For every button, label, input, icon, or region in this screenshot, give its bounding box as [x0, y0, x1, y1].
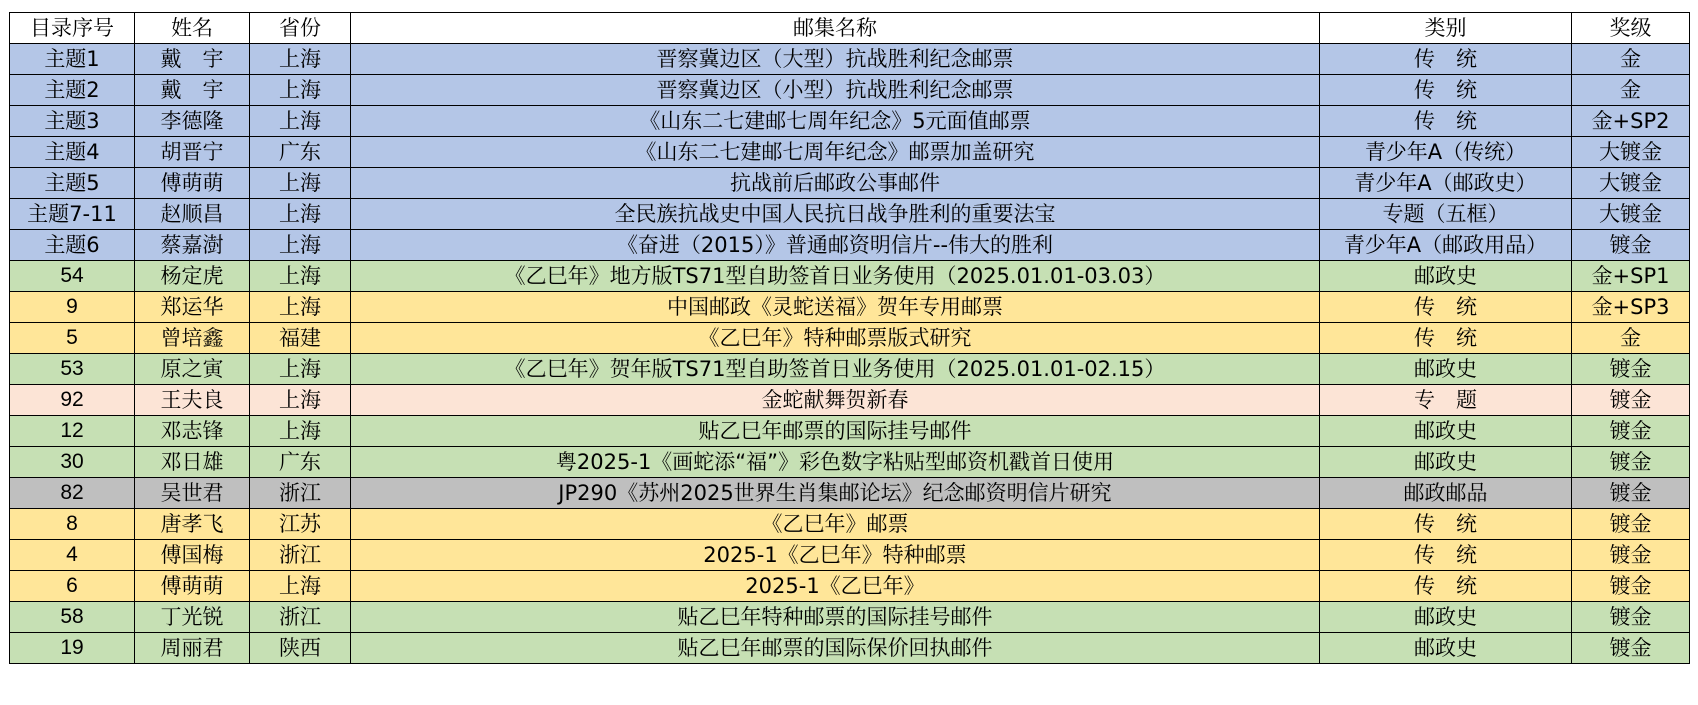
- catalog-no-cell: 54: [10, 261, 135, 292]
- category-cell: 青少年A（邮政用品）: [1320, 230, 1572, 261]
- table-row: [10, 416, 1690, 447]
- exhibit-title-cell: 《乙巳年》地方版TS71型自助签首日业务使用（2025.01.01-03.03）: [351, 261, 1320, 292]
- province-cell: 上海: [250, 292, 351, 323]
- header-catalog-no: 目录序号: [10, 13, 135, 44]
- award-cell: 金+SP3: [1572, 292, 1690, 323]
- province-cell: 福建: [250, 323, 351, 354]
- table-row: [10, 385, 1690, 416]
- table-row: [10, 633, 1690, 664]
- category-cell: 邮政史: [1320, 354, 1572, 385]
- name-cell: 戴 宇: [135, 44, 250, 75]
- exhibit-title-cell: 粤2025-1《画蛇添“福”》彩色数字粘贴型邮资机戳首日使用: [351, 447, 1320, 478]
- catalog-no-cell: 92: [10, 385, 135, 416]
- catalog-no-cell: 9: [10, 292, 135, 323]
- province-cell: 广东: [250, 137, 351, 168]
- catalog-no-cell: 4: [10, 540, 135, 571]
- table-row: [10, 75, 1690, 106]
- category-cell: 青少年A（传统）: [1320, 137, 1572, 168]
- category-cell: 邮政史: [1320, 602, 1572, 633]
- award-cell: 金+SP2: [1572, 106, 1690, 137]
- header-exhibit-title: 邮集名称: [351, 13, 1320, 44]
- province-cell: 上海: [250, 354, 351, 385]
- exhibit-title-cell: 《乙巳年》特种邮票版式研究: [351, 323, 1320, 354]
- table-row: [10, 137, 1690, 168]
- name-cell: 周丽君: [135, 633, 250, 664]
- exhibit-title-cell: 金蛇献舞贺新春: [351, 385, 1320, 416]
- province-cell: 上海: [250, 261, 351, 292]
- award-cell: 大镀金: [1572, 168, 1690, 199]
- exhibit-title-cell: 《乙巳年》贺年版TS71型自助签首日业务使用（2025.01.01-02.15）: [351, 354, 1320, 385]
- name-cell: 杨定虎: [135, 261, 250, 292]
- award-cell: 镀金: [1572, 385, 1690, 416]
- province-cell: 上海: [250, 168, 351, 199]
- category-cell: 邮政邮品: [1320, 478, 1572, 509]
- province-cell: 浙江: [250, 602, 351, 633]
- name-cell: 王夫良: [135, 385, 250, 416]
- table-body: [10, 44, 1690, 664]
- catalog-no-cell: 主题3: [10, 106, 135, 137]
- catalog-no-cell: 12: [10, 416, 135, 447]
- category-cell: 邮政史: [1320, 416, 1572, 447]
- province-cell: 上海: [250, 385, 351, 416]
- table-row: [10, 354, 1690, 385]
- header-category: 类别: [1320, 13, 1572, 44]
- category-cell: 传 统: [1320, 75, 1572, 106]
- exhibit-title-cell: 2025-1《乙巳年》: [351, 571, 1320, 602]
- table-row: [10, 509, 1690, 540]
- category-cell: 邮政史: [1320, 447, 1572, 478]
- catalog-no-cell: 6: [10, 571, 135, 602]
- category-cell: 邮政史: [1320, 633, 1572, 664]
- category-cell: 传 统: [1320, 323, 1572, 354]
- name-cell: 唐孝飞: [135, 509, 250, 540]
- header-name: 姓名: [135, 13, 250, 44]
- name-cell: 曾培鑫: [135, 323, 250, 354]
- name-cell: 郑运华: [135, 292, 250, 323]
- exhibit-title-cell: 2025-1《乙巳年》特种邮票: [351, 540, 1320, 571]
- table-row: [10, 602, 1690, 633]
- header-province: 省份: [250, 13, 351, 44]
- award-cell: 镀金: [1572, 447, 1690, 478]
- award-cell: 镀金: [1572, 571, 1690, 602]
- catalog-no-cell: 8: [10, 509, 135, 540]
- category-cell: 邮政史: [1320, 261, 1572, 292]
- catalog-no-cell: 主题6: [10, 230, 135, 261]
- exhibit-title-cell: 《山东二七建邮七周年纪念》邮票加盖研究: [351, 137, 1320, 168]
- catalog-no-cell: 主题2: [10, 75, 135, 106]
- catalog-no-cell: 58: [10, 602, 135, 633]
- award-cell: 镀金: [1572, 416, 1690, 447]
- award-cell: 镀金: [1572, 354, 1690, 385]
- province-cell: 上海: [250, 416, 351, 447]
- award-cell: 大镀金: [1572, 199, 1690, 230]
- award-cell: 镀金: [1572, 633, 1690, 664]
- award-cell: 金+SP1: [1572, 261, 1690, 292]
- table-row: [10, 540, 1690, 571]
- name-cell: 戴 宇: [135, 75, 250, 106]
- category-cell: 专 题: [1320, 385, 1572, 416]
- name-cell: 吴世君: [135, 478, 250, 509]
- catalog-no-cell: 53: [10, 354, 135, 385]
- name-cell: 丁光锐: [135, 602, 250, 633]
- province-cell: 浙江: [250, 540, 351, 571]
- table-row: [10, 168, 1690, 199]
- province-cell: 陕西: [250, 633, 351, 664]
- province-cell: 江苏: [250, 509, 351, 540]
- province-cell: 广东: [250, 447, 351, 478]
- table-row: [10, 106, 1690, 137]
- name-cell: 原之寅: [135, 354, 250, 385]
- table-row: [10, 478, 1690, 509]
- table-row: [10, 261, 1690, 292]
- catalog-no-cell: 30: [10, 447, 135, 478]
- award-cell: 镀金: [1572, 478, 1690, 509]
- catalog-no-cell: 主题5: [10, 168, 135, 199]
- award-cell: 镀金: [1572, 230, 1690, 261]
- province-cell: 上海: [250, 75, 351, 106]
- catalog-no-cell: 主题4: [10, 137, 135, 168]
- province-cell: 上海: [250, 571, 351, 602]
- name-cell: 胡晋宁: [135, 137, 250, 168]
- table-row: [10, 44, 1690, 75]
- province-cell: 浙江: [250, 478, 351, 509]
- exhibit-title-cell: 贴乙巳年邮票的国际保价回执邮件: [351, 633, 1320, 664]
- award-cell: 金: [1572, 44, 1690, 75]
- exhibit-title-cell: 贴乙巳年邮票的国际挂号邮件: [351, 416, 1320, 447]
- table-row: [10, 447, 1690, 478]
- name-cell: 傅萌萌: [135, 168, 250, 199]
- category-cell: 传 统: [1320, 540, 1572, 571]
- table-row: [10, 292, 1690, 323]
- name-cell: 蔡嘉澍: [135, 230, 250, 261]
- name-cell: 赵顺昌: [135, 199, 250, 230]
- category-cell: 传 统: [1320, 571, 1572, 602]
- category-cell: 传 统: [1320, 106, 1572, 137]
- name-cell: 邓志锋: [135, 416, 250, 447]
- category-cell: 专题（五框）: [1320, 199, 1572, 230]
- award-cell: 大镀金: [1572, 137, 1690, 168]
- awards-table: [9, 12, 1690, 664]
- catalog-no-cell: 19: [10, 633, 135, 664]
- table-row: [10, 323, 1690, 354]
- province-cell: 上海: [250, 44, 351, 75]
- category-cell: 青少年A（邮政史）: [1320, 168, 1572, 199]
- category-cell: 传 统: [1320, 509, 1572, 540]
- header-award: 奖级: [1572, 13, 1690, 44]
- name-cell: 傅萌萌: [135, 571, 250, 602]
- exhibit-title-cell: 抗战前后邮政公事邮件: [351, 168, 1320, 199]
- category-cell: 传 统: [1320, 44, 1572, 75]
- exhibit-title-cell: 晋察冀边区（小型）抗战胜利纪念邮票: [351, 75, 1320, 106]
- exhibit-title-cell: 《山东二七建邮七周年纪念》5元面值邮票: [351, 106, 1320, 137]
- name-cell: 李德隆: [135, 106, 250, 137]
- catalog-no-cell: 5: [10, 323, 135, 354]
- exhibit-title-cell: 《乙巳年》邮票: [351, 509, 1320, 540]
- exhibit-title-cell: 贴乙巳年特种邮票的国际挂号邮件: [351, 602, 1320, 633]
- category-cell: 传 统: [1320, 292, 1572, 323]
- exhibit-title-cell: 《奋进（2015）》普通邮资明信片--伟大的胜利: [351, 230, 1320, 261]
- exhibit-title-cell: 中国邮政《灵蛇送福》贺年专用邮票: [351, 292, 1320, 323]
- award-cell: 金: [1572, 75, 1690, 106]
- exhibit-title-cell: 晋察冀边区（大型）抗战胜利纪念邮票: [351, 44, 1320, 75]
- province-cell: 上海: [250, 106, 351, 137]
- name-cell: 傅国梅: [135, 540, 250, 571]
- award-cell: 镀金: [1572, 540, 1690, 571]
- province-cell: 上海: [250, 230, 351, 261]
- exhibit-title-cell: 全民族抗战史中国人民抗日战争胜利的重要法宝: [351, 199, 1320, 230]
- province-cell: 上海: [250, 199, 351, 230]
- name-cell: 邓日雄: [135, 447, 250, 478]
- catalog-no-cell: 82: [10, 478, 135, 509]
- table-row: [10, 230, 1690, 261]
- exhibit-title-cell: JP290《苏州2025世界生肖集邮论坛》纪念邮资明信片研究: [351, 478, 1320, 509]
- award-cell: 镀金: [1572, 509, 1690, 540]
- catalog-no-cell: 主题1: [10, 44, 135, 75]
- award-cell: 金: [1572, 323, 1690, 354]
- header-row: [10, 13, 1690, 44]
- table-row: [10, 571, 1690, 602]
- catalog-no-cell: 主题7-11: [10, 199, 135, 230]
- table-row: [10, 199, 1690, 230]
- award-cell: 镀金: [1572, 602, 1690, 633]
